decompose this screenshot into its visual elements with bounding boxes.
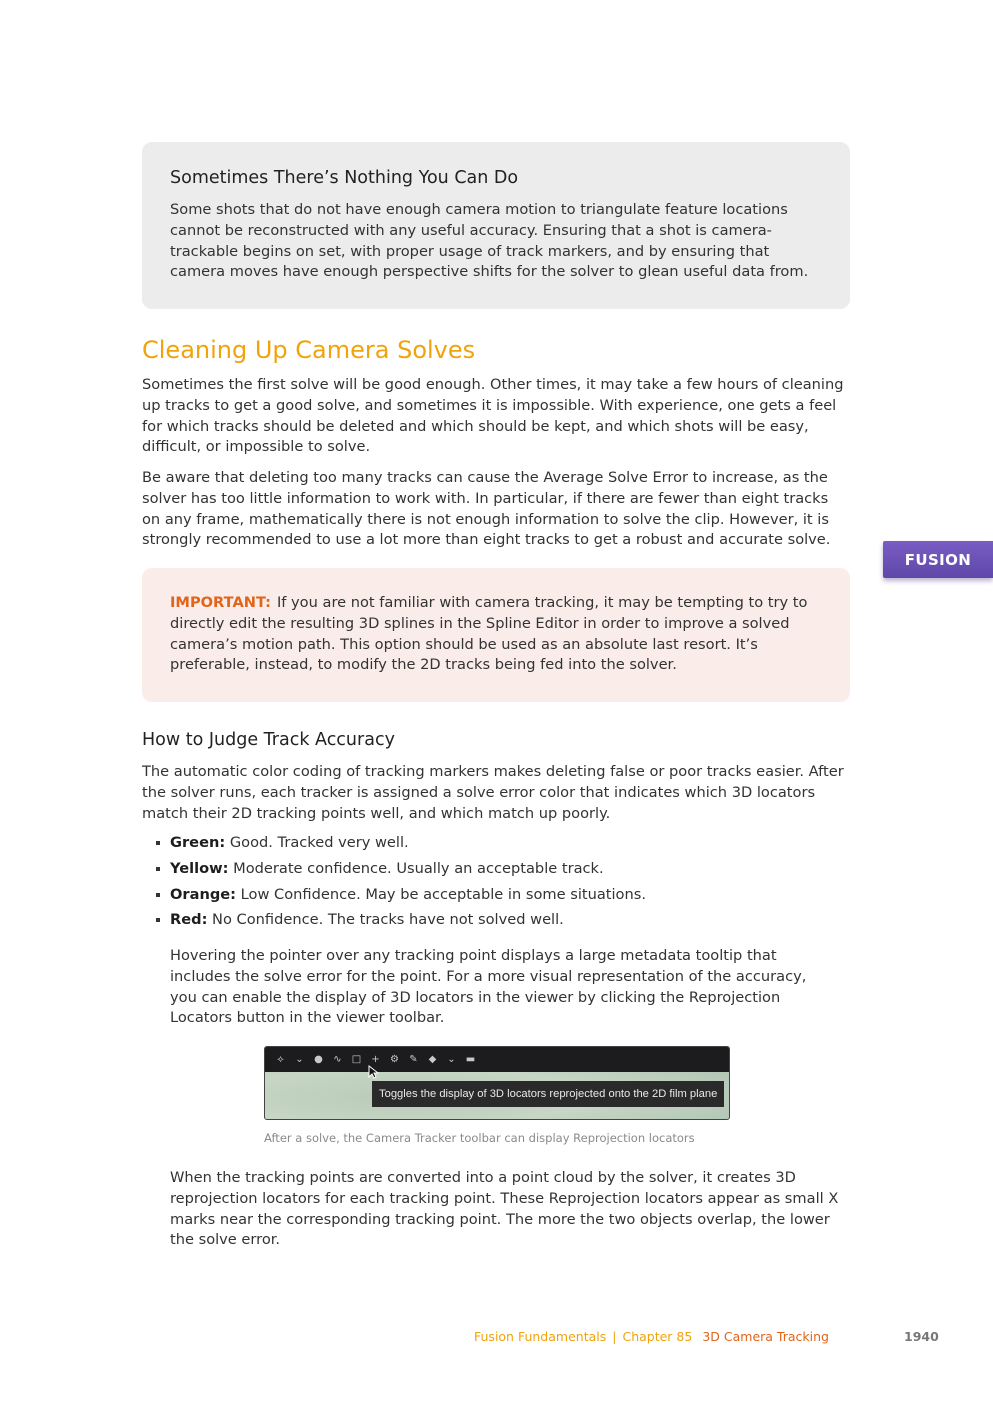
accuracy-color-list (156, 833, 850, 936)
list-item (156, 859, 850, 885)
footer-book: Fusion Fundamentals (474, 1329, 607, 1344)
page-number: 1940 (904, 1329, 939, 1344)
list-item (156, 910, 850, 936)
tip-title: Sometimes There’s Nothing You Can Do (170, 168, 519, 188)
section-heading: Cleaning Up Camera Solves (142, 336, 476, 364)
footer-section: 3D Camera Tracking (702, 1329, 829, 1344)
pointer-cursor-icon (368, 1065, 378, 1079)
subsection-heading: How to Judge Track Accuracy (142, 730, 395, 750)
list-text: Low Confidence. May be acceptable in some situations. (236, 885, 646, 903)
figure-caption: After a solve, the Camera Tracker toolbar can display Reprojection locators (264, 1131, 695, 1145)
paragraph: The automatic color coding of tracking markers makes deleting false or poor tracks easier. After the solver runs, each tracker is assigned a solve error color that indicates which 3D locators match their 2D tracking points well, and which match up poorly. (142, 763, 844, 822)
list-item (156, 833, 850, 859)
list-text: Good. Tracked very well. (225, 834, 409, 851)
paragraph: Hovering the pointer over any tracking point displays a large metadata tooltip that includes the solve error for the point. For a more visual representation of the accuracy, you can enable the display of 3D locators in the viewer by clicking the Reprojection Locators button in the viewer toolbar. (170, 947, 807, 1027)
list-term: Green: (170, 834, 226, 851)
point-icon[interactable]: ◆ (428, 1054, 437, 1065)
chevron-down-icon[interactable]: ⌄ (447, 1054, 456, 1065)
list-item (156, 885, 850, 911)
brush-icon[interactable]: ✎ (409, 1054, 418, 1065)
paragraph: Sometimes the first solve will be good enough. Other times, it may take a few hours of cleaning up tracks to get a good solve, and sometimes it is impossible. With experience, one gets a feel for which tracks should be deleted and which should be kept, and which shots will be easy, difficult, or impossible to solve. (142, 376, 844, 456)
tooltip: Toggles the display of 3D locators reprojected onto the 2D film plane (372, 1081, 724, 1107)
list-text: No Confidence. The tracks have not solved well. (207, 911, 564, 929)
paragraph: When the tracking points are converted into a point cloud by the solver, it creates 3D reprojection locators for each tracking point. These Reprojection locators appear as small X marks near the corresponding tracking point. The more the two objects overlap, the lower the solve error. (170, 1169, 839, 1249)
chapter-tab-fusion[interactable]: FUSION (883, 541, 993, 578)
layers-icon[interactable]: ▬ (465, 1054, 476, 1065)
footer-breadcrumb (474, 1329, 829, 1344)
footer-separator: | (612, 1329, 617, 1344)
list-text: Moderate confidence. Usually an acceptable track. (228, 859, 604, 877)
rectangle-icon[interactable]: □ (351, 1054, 362, 1065)
crosshair-icon[interactable]: + (371, 1054, 380, 1065)
important-note (170, 593, 822, 676)
list-term: Yellow: (170, 859, 229, 877)
paragraph: Be aware that deleting too many tracks can cause the Average Solve Error to increase, as the solver has too little information to work with. In particular, if there are fewer than eight tracks on any frame, mathematically there is not enough information to solve the clip. However, it is strongly recommended to use a lot more than eight tracks to get a robust and accurate solve. (142, 469, 831, 549)
chevron-down-icon[interactable]: ⌄ (295, 1054, 304, 1065)
list-term: Orange: (170, 885, 237, 903)
viewer-toolbar (265, 1047, 729, 1072)
important-text: If you are not familiar with camera tracking, it may be tempting to try to directly edit the resulting 3D splines in the Spline Editor in order to improve a solved camera’s motion path. This option should be used as an absolute last resort. It’s preferable, instead, to modify the 2D tracks being fed into the solver. (170, 594, 808, 674)
list-term: Red: (170, 911, 208, 929)
path-icon[interactable]: ∿ (333, 1054, 342, 1065)
locators-icon[interactable]: ⚙ (390, 1054, 399, 1065)
important-label: IMPORTANT: (170, 594, 271, 611)
dot-icon[interactable]: ● (314, 1054, 323, 1065)
transform-icon[interactable]: ⟡ (277, 1054, 284, 1065)
tip-body: Some shots that do not have enough camera motion to triangulate feature locations cannot be reconstructed with any useful accuracy. Ensuring that a shot is camera-trackable begins on set, with proper usage of track markers, and by ensuring that camera moves have enough perspective shifts for the solver to glean useful data from. (170, 201, 809, 281)
toolbar-screenshot (264, 1046, 730, 1120)
footer-chapter: Chapter 85 (622, 1329, 693, 1344)
